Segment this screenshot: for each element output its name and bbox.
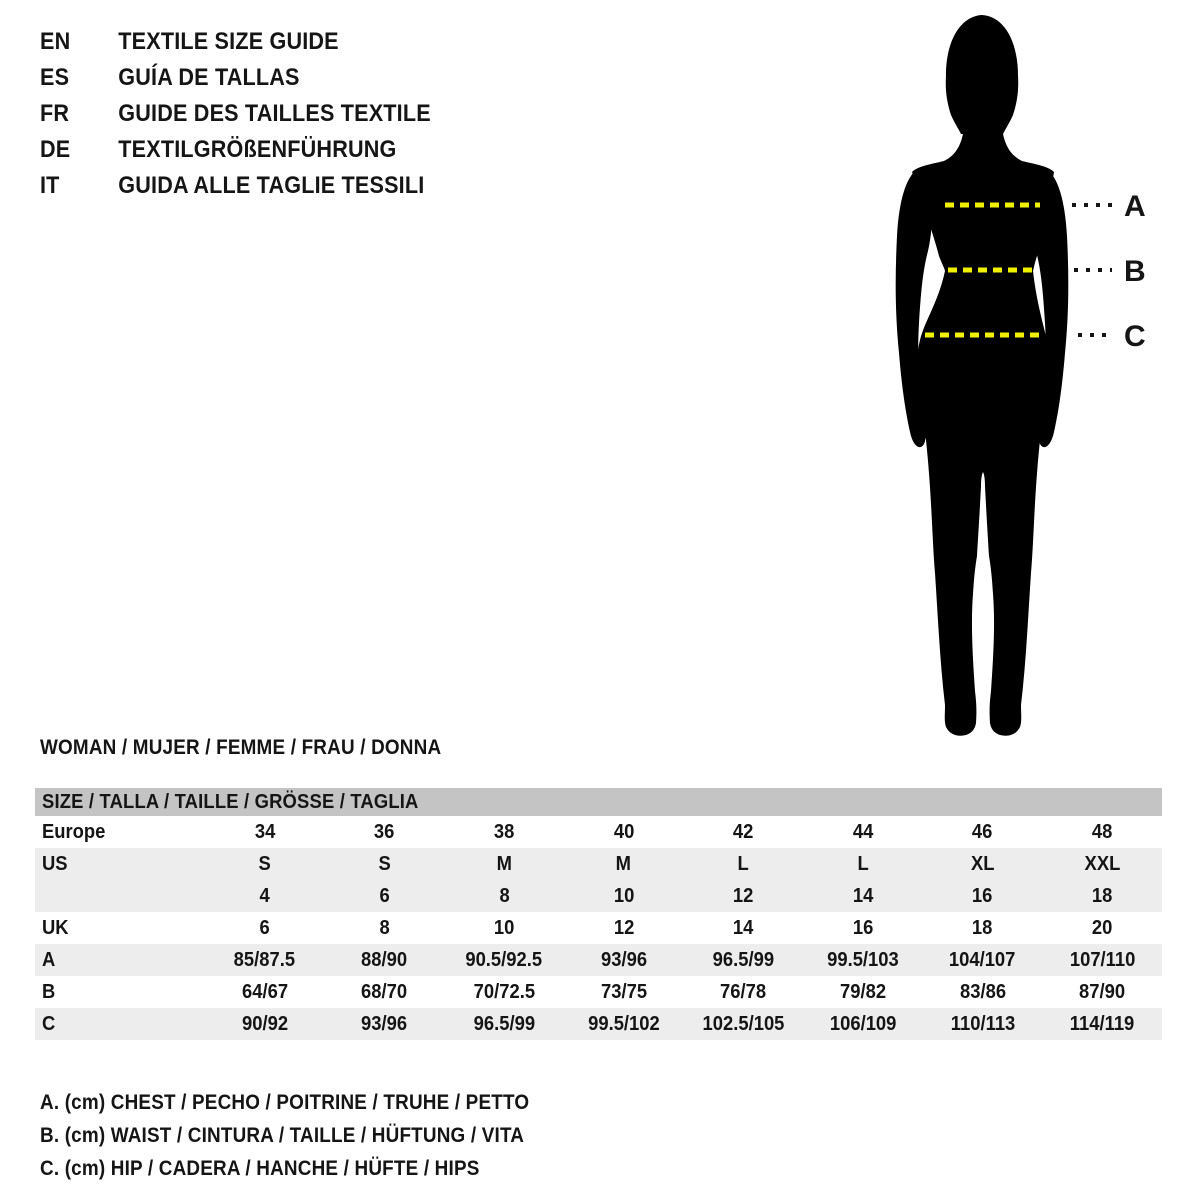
size-cell: 42 <box>733 821 754 843</box>
size-cell: 20 <box>1091 917 1113 939</box>
lang-row-en <box>40 24 431 60</box>
size-cell: L <box>857 853 869 875</box>
row-label: UK <box>42 917 69 939</box>
section-title: WOMAN / MUJER / FEMME / FRAU / DONNA <box>40 736 442 759</box>
lang-code: EN <box>40 28 71 55</box>
row-label: Europe <box>42 821 106 843</box>
size-cell: 96.5/99 <box>712 949 775 971</box>
row-label: C <box>42 1013 56 1035</box>
size-cell: 18 <box>1091 885 1113 907</box>
size-cell: 16 <box>972 885 993 907</box>
lang-label: TEXTILGRÖßENFÜHRUNG <box>118 136 397 163</box>
row-label: A <box>42 949 56 971</box>
row-label: US <box>42 853 68 875</box>
lang-label: GUÍA DE TALLAS <box>118 64 300 91</box>
measure-label-b: B <box>1124 255 1146 288</box>
size-cell: 96.5/99 <box>473 1013 535 1035</box>
size-cell: 38 <box>493 821 515 843</box>
lang-label: GUIDA ALLE TAGLIE TESSILI <box>118 172 425 199</box>
size-cell: 46 <box>972 821 993 843</box>
measure-label-c: C <box>1124 320 1146 353</box>
size-cell: 68/70 <box>361 981 408 1003</box>
size-cell: 79/82 <box>839 981 886 1003</box>
lang-label: GUIDE DES TAILLES TEXTILE <box>118 100 431 127</box>
size-cell: 88/90 <box>361 949 408 971</box>
legend-line-hip: C. (cm) HIP / CADERA / HANCHE / HÜFTE / HIPS <box>40 1157 480 1180</box>
size-cell: 10 <box>493 917 515 939</box>
size-cell: M <box>496 853 512 875</box>
woman-silhouette-figure <box>860 8 1190 748</box>
size-cell: 44 <box>852 821 874 843</box>
size-cell: 114/119 <box>1069 1013 1135 1035</box>
lang-code: ES <box>40 64 70 91</box>
size-cell: 14 <box>852 885 874 907</box>
table-row-chest-a <box>35 944 1162 976</box>
size-cell: 110/113 <box>950 1013 1015 1035</box>
size-cell: 106/109 <box>829 1013 897 1035</box>
size-cell: 99.5/103 <box>827 949 899 971</box>
lang-code: IT <box>40 172 60 199</box>
row-label <box>35 880 205 912</box>
size-cell: 8 <box>379 917 390 939</box>
size-cell: 93/96 <box>361 1013 408 1035</box>
legend <box>40 1086 529 1185</box>
size-cell: 104/107 <box>949 949 1016 971</box>
lang-row-it <box>40 168 431 204</box>
measure-label-a: A <box>1124 190 1146 223</box>
size-cell: 6 <box>259 917 270 939</box>
size-cell: 73/75 <box>600 981 647 1003</box>
size-cell: 34 <box>254 821 276 843</box>
size-cell: 87/90 <box>1079 981 1126 1003</box>
size-cell: 40 <box>613 821 634 843</box>
table-row-hip-c <box>35 1008 1162 1040</box>
table-row-us <box>35 848 1162 880</box>
size-table-header <box>35 788 1162 816</box>
table-row-uk <box>35 912 1162 944</box>
table-row-europe <box>35 816 1162 848</box>
size-cell: 90.5/92.5 <box>465 949 543 971</box>
size-cell: 85/87.5 <box>234 949 296 971</box>
size-cell: 8 <box>498 885 510 907</box>
lang-label: TEXTILE SIZE GUIDE <box>118 28 339 55</box>
legend-line-chest: A. (cm) CHEST / PECHO / POITRINE / TRUHE / PETTO <box>40 1091 530 1114</box>
size-cell: 83/86 <box>959 981 1006 1003</box>
size-cell: 99.5/102 <box>587 1013 660 1035</box>
size-cell: 70/72.5 <box>473 981 535 1003</box>
silhouette-body <box>912 15 1054 736</box>
size-cell: 12 <box>613 917 634 939</box>
language-list <box>40 24 431 204</box>
lang-row-de <box>40 132 431 168</box>
size-cell: XXL <box>1084 853 1121 875</box>
size-table <box>35 788 1162 1040</box>
lang-row-es <box>40 60 431 96</box>
size-cell: XL <box>970 853 995 875</box>
size-cell: 64/67 <box>241 981 288 1003</box>
lang-row-fr <box>40 96 431 132</box>
size-cell: 48 <box>1091 821 1113 843</box>
size-cell: S <box>378 853 391 875</box>
legend-line-waist: B. (cm) WAIST / CINTURA / TAILLE / HÜFTUNG / VITA <box>40 1124 525 1147</box>
size-cell: 76/78 <box>720 981 767 1003</box>
size-cell: L <box>737 853 749 875</box>
size-cell: M <box>616 853 632 875</box>
size-cell: 18 <box>972 917 993 939</box>
size-cell: 6 <box>379 885 390 907</box>
size-cell: 4 <box>259 885 270 907</box>
size-table-header-label: SIZE / TALLA / TAILLE / GRÖSSE / TAGLIA <box>42 791 419 813</box>
table-row-waist-b <box>35 976 1162 1008</box>
lang-code: DE <box>40 136 71 163</box>
size-cell: 90/92 <box>241 1013 288 1035</box>
size-cell: 10 <box>613 885 634 907</box>
lang-code: FR <box>40 100 70 127</box>
size-cell: S <box>258 853 271 875</box>
row-label: B <box>42 981 56 1003</box>
size-cell: 16 <box>852 917 874 939</box>
size-cell: 107/110 <box>1069 949 1135 971</box>
size-cell: 12 <box>733 885 754 907</box>
table-row-us-numeric <box>35 880 1162 912</box>
size-cell: 14 <box>733 917 754 939</box>
size-cell: 102.5/105 <box>702 1013 785 1035</box>
size-cell: 36 <box>374 821 395 843</box>
size-cell: 93/96 <box>600 949 647 971</box>
